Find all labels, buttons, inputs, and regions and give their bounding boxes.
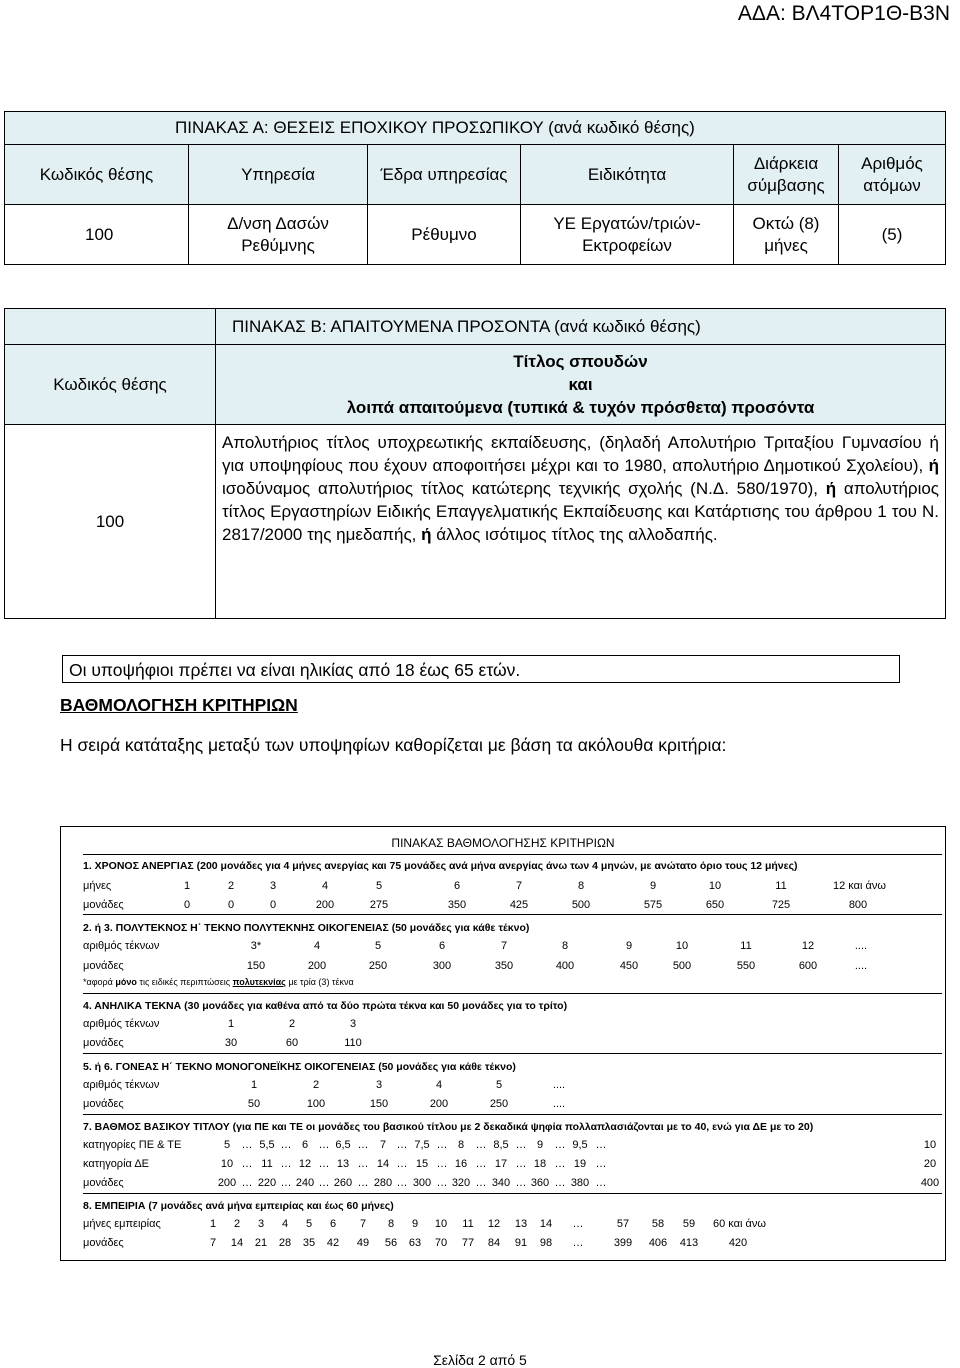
s8-month-value: 6 [329,1218,337,1230]
s2-label-children: αριθμός τέκνων [83,940,160,952]
s2-children-value: 7 [500,940,508,952]
s8-points-value: 406 [648,1237,668,1249]
table-a-title: ΠΙΝΑΚΑΣ Α: ΘΕΣΕΙΣ ΕΠΟΧΙΚΟΥ ΠΡΟΣΩΠΙΚΟΥ (ανά κωδικό θέσης) [5,112,946,145]
s2-points-value: 600 [798,960,818,972]
s4-points-value: 30 [224,1037,238,1049]
s8-month-value: 8 [387,1218,395,1230]
table-b-header-code: Κωδικός θέσης [5,345,216,425]
s7-points-value: … [357,1177,369,1189]
cell-duration: Οκτώ (8) μήνες [734,205,839,265]
header-code: Κωδικός θέσης [5,145,189,205]
s1-points-value: 800 [848,899,868,911]
s8-points-value: 63 [408,1237,422,1249]
s8-month-value: 4 [281,1218,289,1230]
s2-note: *αφορά μόνο τις ειδικές περιπτώσεις πολυτεκνίας με τρία (3) τέκνα [83,977,354,987]
s5-children-value: 3 [375,1079,383,1091]
s7-points-value: 400 [920,1177,940,1189]
s1-month-value: 6 [453,880,461,892]
s8-month-value: 1 [209,1218,217,1230]
s7-points-value: 240 [295,1177,315,1189]
s1-points-value: 500 [571,899,591,911]
s2-points-value: 250 [368,960,388,972]
s5-points-value: 50 [247,1098,261,1110]
s8-label-months: μήνες εμπειρίας [83,1218,161,1230]
page-footer: Σελίδα 2 από 5 [433,1352,527,1368]
cell-service: Δ/νση Δασών Ρεθύμνης [189,205,368,265]
s7-de-value: 17 [494,1158,508,1170]
s5-points-value: .... [552,1098,566,1110]
s7-pe-te-value: 5,5 [259,1139,275,1151]
header-persons: Αριθμός ατόμων [839,145,946,205]
s8-points-value: 21 [254,1237,268,1249]
s7-points-value: 300 [412,1177,432,1189]
s7-pe-te-value: … [554,1139,566,1151]
criteria-heading: ΒΑΘΜΟΛΟΓΗΣΗ ΚΡΙΤΗΡΙΩΝ [60,695,298,715]
s2-children-value: 9 [625,940,633,952]
s7-pe-te-value: … [357,1139,369,1151]
s2-points-value: 150 [246,960,266,972]
s7-de-value: … [396,1158,408,1170]
s7-points-value: … [241,1177,253,1189]
s7-pe-te-value: 10 [923,1139,937,1151]
s7-de-value: … [436,1158,448,1170]
s5-points-value: 200 [429,1098,449,1110]
s7-points-value: 340 [491,1177,511,1189]
s8-points-value: 42 [326,1237,340,1249]
s2-points-value: .... [854,960,868,972]
s7-points-value: 380 [570,1177,590,1189]
s7-points-value: 200 [217,1177,237,1189]
s7-pe-te-value: … [475,1139,487,1151]
header-duration: Διάρκεια σύμβασης [734,145,839,205]
s7-points-value: … [475,1177,487,1189]
s2-children-value: 8 [561,940,569,952]
s8-month-value: 60 και άνω [713,1218,766,1230]
s7-de-value: … [241,1158,253,1170]
table-b-code: 100 [5,425,216,619]
s4-children-value: 3 [349,1018,357,1030]
s7-points-value: 220 [257,1177,277,1189]
s7-pe-te-value: … [595,1139,607,1151]
s7-de-value: 20 [923,1158,937,1170]
s2-children-value: 4 [313,940,321,952]
s5-points-value: 100 [306,1098,326,1110]
table-b-header-title: Τίτλος σπουδών και λοιπά απαιτούμενα (τυπικά & τυχόν πρόσθετα) προσόντα [216,345,946,425]
s7-de-value: … [318,1158,330,1170]
table-a-row [5,205,946,265]
s8-points-value: 70 [434,1237,448,1249]
s1-points-value: 0 [227,899,235,911]
s1-label-points: μονάδες [83,899,124,911]
s7-pe-te-value: … [280,1139,292,1151]
s7-label-pe-te: κατηγορίες ΠΕ & ΤΕ [83,1139,182,1151]
s2-points-value: 350 [494,960,514,972]
s8-heading: 8. ΕΜΠΕΙΡΙΑ (7 μονάδες ανά μήνα εμπειρίας και έως 60 μήνες) [83,1200,394,1212]
s4-heading: 4. ΑΝΗΛΙΚΑ ΤΕΚΝΑ (30 μονάδες για καθένα από τα δύο πρώτα τέκνα και 50 μονάδες για το τρίτο) [83,1000,568,1012]
s7-pe-te-value: … [515,1139,527,1151]
s8-month-value: … [572,1218,584,1230]
s7-points-value: … [436,1177,448,1189]
s7-pe-te-value: 7 [379,1139,387,1151]
s8-month-value: 14 [539,1218,553,1230]
s7-de-value: 13 [336,1158,350,1170]
s2-label-points: μονάδες [83,960,124,972]
s7-label-points: μονάδες [83,1177,124,1189]
s2-points-value: 550 [736,960,756,972]
s7-points-value: … [595,1177,607,1189]
s1-points-value: 200 [315,899,335,911]
s8-points-value: 98 [539,1237,553,1249]
s8-points-value: 399 [613,1237,633,1249]
s8-points-value: 7 [209,1237,217,1249]
s1-points-value: 650 [705,899,725,911]
s4-points-value: 60 [285,1037,299,1049]
s1-points-value: 725 [771,899,791,911]
criteria-intro: Η σειρά κατάταξης μεταξύ των υποψηφίων καθορίζεται με βάση τα ακόλουθα κριτήρια: [60,735,727,755]
table-a [4,111,946,265]
s7-de-value: … [595,1158,607,1170]
s1-month-value: 4 [321,880,329,892]
s8-month-value: 12 [487,1218,501,1230]
s5-children-value: .... [552,1079,566,1091]
s8-month-value: 13 [514,1218,528,1230]
s8-points-value: … [572,1237,584,1249]
s7-de-value: 11 [261,1158,273,1170]
s1-month-value: 8 [577,880,585,892]
s1-month-value: 10 [708,880,722,892]
s1-month-value: 12 και άνω [833,880,886,892]
s8-points-value: 35 [302,1237,316,1249]
s7-de-value: … [280,1158,292,1170]
table-b-title: ΠΙΝΑΚΑΣ Β: ΑΠΑΙΤΟΥΜΕΝΑ ΠΡΟΣΟΝΤΑ (ανά κωδικό θέσης) [216,309,946,345]
s8-points-value: 84 [487,1237,501,1249]
s7-pe-te-value: 8,5 [493,1139,509,1151]
s4-label-children: αριθμός τέκνων [83,1018,160,1030]
age-note: Οι υποψήφιοι πρέπει να είναι ηλικίας από 18 έως 65 ετών. [62,655,900,683]
header-service: Υπηρεσία [189,145,368,205]
header-specialty: Ειδικότητα [521,145,734,205]
s7-pe-te-value: 8 [457,1139,465,1151]
header-seat: Έδρα υπηρεσίας [368,145,521,205]
s2-points-value: 200 [307,960,327,972]
s7-pe-te-value: 9 [536,1139,544,1151]
s7-points-value: … [396,1177,408,1189]
s8-points-value: 77 [461,1237,475,1249]
s1-heading: 1. ΧΡΟΝΟΣ ΑΝΕΡΓΙΑΣ (200 μονάδες για 4 μήνες ανεργίας και 75 μονάδες ανά μήνα ανεργίας άνω των 4 μηνών, με ανώτατο όριο τους 12 μήνες) [83,860,798,872]
s1-month-value: 3 [269,880,277,892]
s2-points-value: 300 [432,960,452,972]
s7-points-value: 260 [333,1177,353,1189]
s7-de-value: … [475,1158,487,1170]
s1-month-value: 7 [515,880,523,892]
s8-month-value: 5 [305,1218,313,1230]
s2-points-value: 500 [672,960,692,972]
s8-points-value: 420 [728,1237,748,1249]
s5-children-value: 2 [312,1079,320,1091]
s7-pe-te-value: 6 [301,1139,309,1151]
s7-pe-te-value: … [318,1139,330,1151]
s8-month-value: 59 [682,1218,696,1230]
s1-month-value: 1 [183,880,191,892]
s8-month-value: 57 [616,1218,630,1230]
qualification-text: Απολυτήριος τίτλος υποχρεωτικής εκπαίδευσης, (δηλαδή Απολυτήριο Τριταξίου Γυμνασίου ή για υποψηφίους που έχουν αποφοιτήσει μέχρι και το 1980, απολυτήριο Δημοτικού Σχολείου), ή ισοδύναμος απολυτήριος τίτλος κατώτερης τεχνικής σχολής (Ν.Δ. 580/1970), ή απολυτήριος τίτλος Εργαστηρίων Ειδικής Επαγγελματικής Εκπαίδευσης και Κατάρτισης του άρθρου 1 του Ν. 2817/2000 της ημεδαπής, ή άλλος ισότιμος τίτλος της αλλοδαπής. [216,425,946,619]
s7-pe-te-value: 6,5 [335,1139,351,1151]
s8-month-value: 2 [233,1218,241,1230]
s1-month-value: 9 [649,880,657,892]
s2-points-value: 400 [555,960,575,972]
s1-points-value: 275 [369,899,389,911]
s1-points-value: 0 [269,899,277,911]
cell-seat: Ρέθυμνο [368,205,521,265]
s5-children-value: 4 [435,1079,443,1091]
s1-month-value: 5 [375,880,383,892]
cell-code: 100 [5,205,189,265]
s1-points-value: 425 [509,899,529,911]
s2-children-value: 12 [801,940,815,952]
document-id: ΑΔΑ: ΒΛ4ΤΟΡ1Θ-Β3Ν [737,2,950,25]
s2-points-value: 450 [619,960,639,972]
s7-pe-te-value: … [396,1139,408,1151]
s7-pe-te-value: … [436,1139,448,1151]
s7-points-value: 360 [530,1177,550,1189]
s7-pe-te-value: … [241,1139,253,1151]
s7-de-value: … [554,1158,566,1170]
scoring-title: ΠΙΝΑΚΑΣ ΒΑΘΜΟΛΟΓΗΣΗΣ ΚΡΙΤΗΡΙΩΝ [391,836,615,850]
s7-label-de: κατηγορία ΔΕ [83,1158,149,1170]
s8-month-value: 9 [411,1218,419,1230]
s8-points-value: 49 [356,1237,370,1249]
s1-points-value: 350 [447,899,467,911]
s1-points-value: 575 [643,899,663,911]
s7-heading: 7. ΒΑΘΜΟΣ ΒΑΣΙΚΟΥ ΤΙΤΛΟΥ (για ΠΕ και ΤΕ οι μονάδες του βασικού τίτλου με 2 δεκαδικά ψηφία πολλαπλασιάζονται με το 40, ενώ για ΔΕ με το 20) [83,1121,814,1133]
s7-de-value: 12 [298,1158,312,1170]
s8-month-value: 3 [257,1218,265,1230]
s2-children-value: .... [854,940,868,952]
s1-month-value: 2 [227,880,235,892]
s4-children-value: 2 [288,1018,296,1030]
s7-de-value: 10 [220,1158,234,1170]
s4-label-points: μονάδες [83,1037,124,1049]
s7-points-value: 320 [451,1177,471,1189]
s7-points-value: … [280,1177,292,1189]
s2-heading: 2. ή 3. ΠΟΛΥΤΕΚΝΟΣ Η΄ ΤΕΚΝΟ ΠΟΛΥΤΕΚΝΗΣ ΟΙΚΟΓΕΝΕΙΑΣ (50 μονάδες για κάθε τέκνο) [83,922,530,934]
scoring-table [60,826,946,1261]
s7-points-value: … [318,1177,330,1189]
s8-month-value: 11 [462,1218,474,1230]
s7-de-value: … [515,1158,527,1170]
s7-pe-te-value: 9,5 [572,1139,588,1151]
s5-heading: 5. ή 6. ΓΟΝΕΑΣ Η΄ ΤΕΚΝΟ ΜΟΝΟΓΟΝΕΪΚΗΣ ΟΙΚΟΓΕΝΕΙΑΣ (50 μονάδες για κάθε τέκνο) [83,1061,516,1073]
s5-label-points: μονάδες [83,1098,124,1110]
s8-month-value: 7 [359,1218,367,1230]
s7-points-value: … [515,1177,527,1189]
s8-points-value: 56 [384,1237,398,1249]
s8-month-value: 58 [651,1218,665,1230]
table-a-header-row [5,145,946,205]
s5-children-value: 5 [495,1079,503,1091]
s1-month-value: 11 [775,880,787,892]
s5-points-value: 250 [489,1098,509,1110]
s2-children-value: 3* [250,940,262,952]
s8-label-points: μονάδες [83,1237,124,1249]
s5-points-value: 150 [369,1098,389,1110]
s5-label-children: αριθμός τέκνων [83,1079,160,1091]
s8-points-value: 28 [278,1237,292,1249]
s7-points-value: 280 [373,1177,393,1189]
s4-points-value: 110 [344,1037,362,1049]
s2-children-value: 10 [675,940,689,952]
s1-points-value: 0 [183,899,191,911]
s4-children-value: 1 [227,1018,235,1030]
s7-de-value: 14 [376,1158,390,1170]
s8-month-value: 10 [434,1218,448,1230]
s5-children-value: 1 [250,1079,258,1091]
s1-label-months: μήνες [83,880,112,892]
s7-de-value: … [357,1158,369,1170]
s8-points-value: 91 [514,1237,528,1249]
s2-children-value: 6 [438,940,446,952]
cell-persons: (5) [839,205,946,265]
s2-children-value: 5 [374,940,382,952]
table-b [4,308,946,619]
s7-de-value: 18 [533,1158,547,1170]
cell-specialty: ΥΕ Εργατών/τριών-Εκτροφείων [521,205,734,265]
s7-points-value: … [554,1177,566,1189]
s8-points-value: 14 [230,1237,244,1249]
s7-pe-te-value: 5 [223,1139,231,1151]
s7-pe-te-value: 7,5 [414,1139,430,1151]
s7-de-value: 19 [573,1158,587,1170]
s7-de-value: 16 [454,1158,468,1170]
s7-de-value: 15 [415,1158,429,1170]
s8-points-value: 413 [679,1237,699,1249]
s2-children-value: 11 [740,940,752,952]
